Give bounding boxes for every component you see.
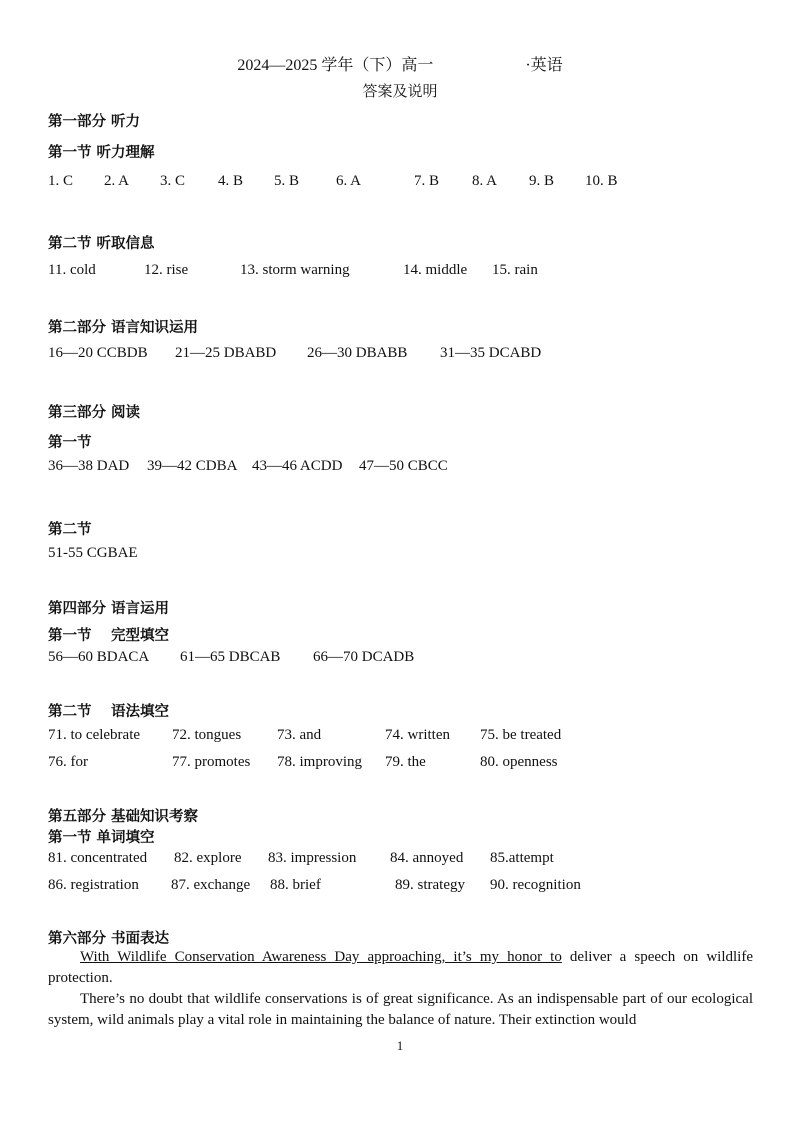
answer-item: 47—50 CBCC	[359, 458, 448, 474]
essay-paragraph-2: There’s no doubt that wildlife conservations is of great significance. As an indispensable part of our ecological system, wild animals play a vital role in maintaining the balance of nature. Their extinction would	[48, 991, 753, 1028]
part4-sec1-heading: 第一节 完型填空	[48, 628, 170, 644]
answer-item: 2. A	[104, 173, 130, 189]
essay-paragraph-1-rest: deliver a speech on wildlife protection.	[48, 949, 753, 986]
part1-sec1-heading: 第一节 听力理解	[48, 145, 155, 161]
answer-item: 9. B	[529, 173, 555, 189]
title-right: ·英语	[525, 57, 563, 74]
answer-item: 84. annoyed	[390, 850, 464, 866]
answer-item: 78. improving	[277, 754, 362, 770]
part4-heading: 第四部分 语言运用	[48, 601, 170, 617]
answer-item: 66—70 DCADB	[313, 649, 415, 665]
answer-item: 36—38 DAD	[48, 458, 130, 474]
answer-item: 87. exchange	[171, 877, 251, 893]
answer-item: 12. rise	[144, 262, 189, 278]
answer-item: 73. and	[277, 727, 322, 743]
answer-item: 13. storm warning	[240, 262, 350, 278]
part4-sec2-heading: 第二节 语法填空	[48, 704, 170, 720]
answer-item: 86. registration	[48, 877, 139, 893]
answer-item: 11. cold	[48, 262, 96, 278]
title-left: 2024—2025 学年（下）高一	[237, 57, 434, 74]
part5-heading: 第五部分 基础知识考察	[48, 809, 199, 825]
answer-item: 80. openness	[480, 754, 558, 770]
answer-item: 5. B	[274, 173, 300, 189]
essay-paragraph-1	[48, 947, 753, 989]
answer-item: 77. promotes	[172, 754, 251, 770]
answer-item: 21—25 DBABD	[175, 345, 277, 361]
answer-item: 16—20 CCBDB	[48, 345, 148, 361]
answer-item: 90. recognition	[490, 877, 581, 893]
answer-item: 6. A	[336, 173, 362, 189]
answer-item: 72. tongues	[172, 727, 242, 743]
answer-item: 31—35 DCABD	[440, 345, 542, 361]
part1-heading: 第一部分 听力	[48, 114, 141, 130]
answer-item: 76. for	[48, 754, 88, 770]
answer-item: 88. brief	[270, 877, 321, 893]
part3-sec2-answer: 51-55 CGBAE	[48, 545, 138, 561]
answer-item: 10. B	[585, 173, 618, 189]
answer-item: 15. rain	[492, 262, 538, 278]
answer-item: 7. B	[414, 173, 440, 189]
page-number: 1	[396, 1038, 404, 1053]
answer-item: 82. explore	[174, 850, 242, 866]
answer-item: 74. written	[385, 727, 450, 743]
answer-item: 61—65 DBCAB	[180, 649, 281, 665]
answer-item: 26—30 DBABB	[307, 345, 408, 361]
answer-item: 4. B	[218, 173, 244, 189]
part3-sec1-heading: 第一节	[48, 435, 92, 451]
answer-item: 83. impression	[268, 850, 357, 866]
answer-item: 75. be treated	[480, 727, 562, 743]
part3-heading: 第三部分 阅读	[48, 405, 141, 421]
part6-heading: 第六部分 书面表达	[48, 931, 170, 947]
part3-sec2-heading: 第二节	[48, 522, 92, 538]
answer-item: 1. C	[48, 173, 74, 189]
part2-heading: 第二部分 语言知识运用	[48, 320, 199, 336]
answer-item: 79. the	[385, 754, 426, 770]
answer-item: 39—42 CDBA	[147, 458, 238, 474]
essay-underlined-opening: With Wildlife Conservation Awareness Day approaching, it’s my honor to	[80, 949, 562, 965]
page-title	[0, 52, 800, 75]
answer-item: 8. A	[472, 173, 498, 189]
answer-item: 43—46 ACDD	[252, 458, 343, 474]
answer-item: 71. to celebrate	[48, 727, 141, 743]
answer-item: 85.attempt	[490, 850, 554, 866]
answer-item: 89. strategy	[395, 877, 465, 893]
part5-sec1-heading: 第一节 单词填空	[48, 830, 155, 846]
answer-item: 81. concentrated	[48, 850, 148, 866]
answer-item: 3. C	[160, 173, 186, 189]
answer-item: 56—60 BDACA	[48, 649, 150, 665]
answer-item: 14. middle	[403, 262, 468, 278]
page-subtitle: 答案及说明	[362, 82, 438, 100]
part1-sec2-heading: 第二节 听取信息	[48, 236, 155, 252]
